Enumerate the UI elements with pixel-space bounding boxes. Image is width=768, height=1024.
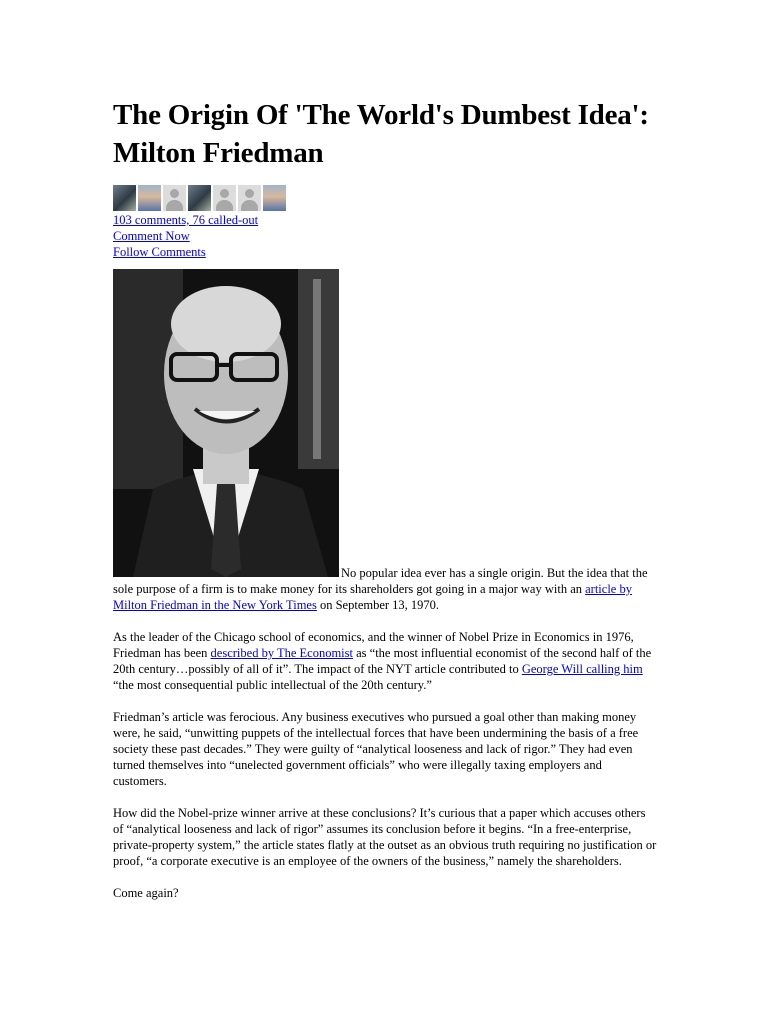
george-will-link[interactable]: George Will calling him	[521, 662, 643, 676]
avatar-placeholder-icon	[170, 189, 179, 198]
comments-count-link[interactable]: 103 comments, 76 called-out	[113, 213, 259, 227]
paragraph-text: “the most consequential public intellectual of the 20th century.”	[113, 678, 432, 692]
avatar[interactable]	[213, 185, 236, 211]
avatar[interactable]	[238, 185, 261, 211]
paragraph-text: No popular idea ever has a single origin. But the idea that the sole purpose of a firm is to make money for its shareholders got going in a major way with an	[113, 566, 648, 596]
avatar[interactable]	[263, 185, 286, 211]
comment-now-link[interactable]: Comment Now	[113, 229, 190, 243]
avatar[interactable]	[163, 185, 186, 211]
paragraph	[113, 629, 658, 693]
commenter-avatars	[113, 185, 658, 211]
portrait-image	[113, 269, 339, 577]
avatar[interactable]	[138, 185, 161, 211]
paragraph-text: on September 13, 1970.	[316, 598, 440, 612]
follow-comments-link[interactable]: Follow Comments	[113, 245, 206, 259]
article-title: The Origin Of 'The World's Dumbest Idea': Milton Friedman	[113, 99, 649, 169]
avatar[interactable]	[113, 185, 136, 211]
paragraph: How did the Nobel-prize winner arrive at these conclusions? It’s curious that a paper which accuses others of “analytical looseness and lack of rigor” assumes its conclusion before it begins. “In a free-enterprise, private-property system,” the article states flatly at the outset as an obvious truth requiring no justification or proof, “a corporate executive is an employee of the owners of the business,” namely the shareholders.	[113, 806, 657, 868]
avatar-placeholder-body	[216, 200, 233, 211]
avatar-placeholder-body	[241, 200, 258, 211]
paragraph-text: As the leader of the Chicago school of economics, and the winner of Nobel Prize in Economics in 1976, Friedman has been	[113, 630, 634, 660]
economist-link[interactable]: described by The Economist	[210, 646, 353, 660]
paragraph: Friedman’s article was ferocious. Any business executives who pursued a goal other than making money were, he said, “unwitting puppets of the intellectual forces that have been undermining the basis of a free society these past decades.” They were guilty of “analytical looseness and lack of rigor.” They had even turned themselves into “unelected government officials” who were illegally taxing employers and customers.	[113, 710, 639, 788]
friedman-nyt-article-link[interactable]: article by Milton Friedman in the New York Times	[113, 582, 632, 612]
article	[113, 96, 658, 901]
avatar[interactable]	[188, 185, 211, 211]
author-portrait	[113, 269, 339, 577]
article-body	[113, 269, 658, 901]
comment-links	[113, 212, 658, 260]
paragraph: Come again?	[113, 886, 179, 900]
avatar-placeholder-icon	[220, 189, 229, 198]
paragraph-text: as “the most influential economist of the second half of the 20th century…possibly of all of it”. The impact of the NYT article contributed to	[113, 646, 652, 676]
avatar-placeholder-body	[166, 200, 183, 211]
avatar-placeholder-icon	[245, 189, 254, 198]
